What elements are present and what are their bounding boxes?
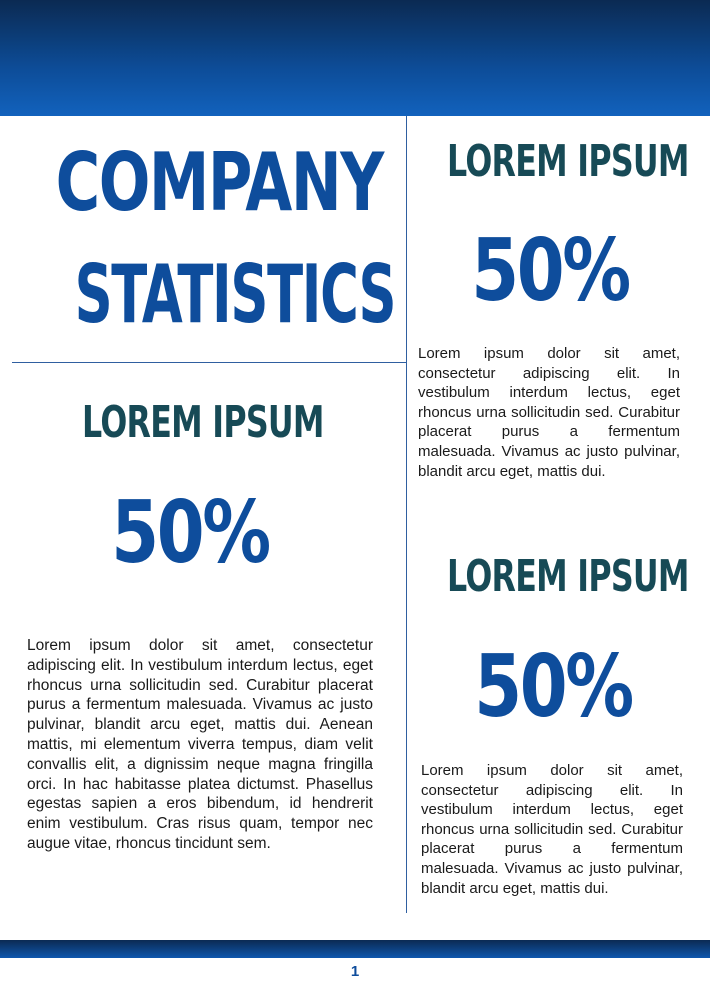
right-section-1-body: Lorem ipsum dolor sit amet, consectetur adipiscing elit. In vestibulum interdum lectus, eget rhoncus urna sollicitudin sed. Curabitur placerat purus a fermentum malesuada. Vivamus ac justo pulvinar, blandit arcu eget, mattis dui. <box>418 345 680 480</box>
right-section-2-body: Lorem ipsum dolor sit amet, consectetur adipiscing elit. In vestibulum interdum lectus, eget rhoncus urna sollicitudin sed. Curabitur placerat purus a fermentum malesuada. Vivamus ac justo pulvinar, blandit arcu eget, mattis dui. <box>421 762 683 897</box>
page-number: 1 <box>350 963 360 980</box>
page-title-line1: COMPANY <box>55 136 383 229</box>
right-section-1-heading: LOREM IPSUM <box>447 136 689 187</box>
footer-band <box>0 940 710 958</box>
right-section-2-heading: LOREM IPSUM <box>447 551 689 602</box>
page-title-line2: STATISTICS <box>74 248 396 341</box>
column-divider <box>406 116 407 913</box>
title-divider <box>12 362 406 363</box>
header-band <box>0 0 710 116</box>
left-section-stat: 50% <box>111 483 269 583</box>
left-section-body: Lorem ipsum dolor sit amet, consectetur adipiscing elit. In vestibulum interdum lectus, eget rhoncus urna sollicitudin sed. Curabitur placerat purus a fermentum malesuada. Vivamus ac justo pulvinar, blandit arcu eget, mattis dui. Aenean mattis, mi elementum viverra tempus, diam velit convallis elit, a dignissim neque magna fringilla orci. In hac habitasse platea dictumst. Phasellus egestas sapien a eros bibendum, id hendrerit enim vestibulum. Cras risus quam, tempor nec augue vitae, rhoncus tincidunt sem. <box>27 637 373 852</box>
right-section-1-stat: 50% <box>471 221 629 321</box>
right-section-2-stat: 50% <box>474 637 632 737</box>
left-section-heading: LOREM IPSUM <box>81 397 324 448</box>
